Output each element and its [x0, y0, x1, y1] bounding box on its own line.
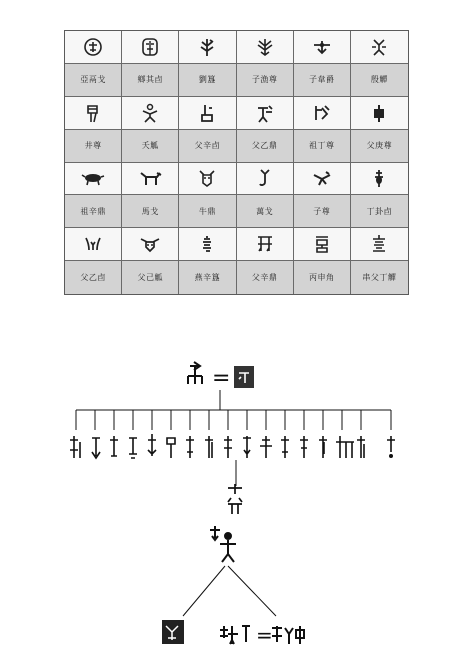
variant-glyph-icon [260, 436, 272, 458]
glyph-cell [179, 228, 236, 261]
label-cell: 串父丁觶 [351, 261, 408, 294]
variant-glyph-icon [336, 436, 354, 458]
glyph-cell [65, 163, 122, 196]
label-cell: 劉簋 [179, 64, 236, 97]
pitchfork-glyph-icon [188, 362, 202, 384]
label-cell: 丁卦卣 [351, 195, 408, 228]
dancer-glyph-icon [368, 36, 390, 58]
scorpion-glyph-icon [254, 167, 276, 189]
glyph-cell [122, 97, 179, 130]
glyph-cell [237, 31, 294, 64]
glyph-cell [351, 163, 408, 196]
label-cell: 父乙卣 [65, 261, 122, 294]
composite-glyph-icon [228, 484, 242, 514]
glyph-cell [65, 228, 122, 261]
label-cell: 殷觶 [351, 64, 408, 97]
glyph-cell [237, 163, 294, 196]
glyph-cell [65, 97, 122, 130]
variant-dot-icon [389, 454, 393, 458]
label-cell: 子漁尊 [237, 64, 294, 97]
variant-glyph-icon [148, 434, 156, 456]
variant-glyph-icon [205, 436, 213, 458]
split-lines [183, 566, 276, 616]
label-cell: 夭觚 [122, 130, 179, 163]
glyph-cell [65, 31, 122, 64]
variant-glyph-icon [186, 436, 194, 458]
mask-glyph-icon [138, 233, 162, 255]
glyph-cell [237, 228, 294, 261]
bottom-left-glyph-icon [220, 626, 250, 644]
variant-glyph-icon [243, 436, 251, 458]
glyph-cell [351, 228, 408, 261]
glyph-cell [122, 163, 179, 196]
label-cell: 父己觚 [122, 261, 179, 294]
glyph-cell [294, 228, 351, 261]
label-cell: 父辛卣 [179, 130, 236, 163]
glyph-cell [179, 163, 236, 196]
cover-glyph-icon [368, 233, 390, 255]
glyph-cell [294, 97, 351, 130]
glyph-cell [122, 31, 179, 64]
grain-glyph-icon [368, 167, 390, 189]
variant-glyph-icon [224, 436, 232, 458]
mask-glyph-icon [139, 36, 161, 58]
glyph-cell [122, 228, 179, 261]
variant-glyph-icon [129, 438, 137, 458]
variant-glyph-icon [300, 436, 308, 458]
variant-glyph-icon [167, 438, 175, 458]
glyph-evolution-diagram [0, 330, 455, 652]
horse-glyph-icon [137, 167, 163, 189]
label-cell: 祖丁尊 [294, 130, 351, 163]
variant-glyph-icon [110, 436, 118, 456]
variant-glyph-icon [319, 436, 327, 458]
variant-glyph-icon [281, 436, 289, 458]
label-cell: 燕辛簋 [179, 261, 236, 294]
emblem-glyph-icon [82, 36, 104, 58]
label-cell: 父乙鼎 [237, 130, 294, 163]
vessel-glyph-icon [196, 102, 218, 124]
glyph-cell [179, 31, 236, 64]
pig-glyph-icon [80, 167, 106, 189]
label-cell: 牛鼎 [179, 195, 236, 228]
tree-glyph-icon [311, 102, 333, 124]
inscription-table [64, 30, 409, 295]
label-cell: 丙申角 [294, 261, 351, 294]
variant-glyph-icon [357, 436, 365, 458]
branch-ticks [76, 410, 391, 430]
box-glyph-icon [368, 102, 390, 124]
glyph-cell [294, 163, 351, 196]
equals-sign: = [256, 623, 273, 647]
glyph-cell [351, 31, 408, 64]
tower-glyph-icon [311, 233, 333, 255]
bird-glyph-icon [311, 167, 333, 189]
label-cell: 父辛鼎 [237, 261, 294, 294]
label-cell: 馬戈 [122, 195, 179, 228]
coil-glyph-icon [196, 233, 218, 255]
diagram-canvas [0, 330, 455, 652]
ox-glyph-icon [196, 167, 218, 189]
label-cell: 鄉其卣 [122, 64, 179, 97]
human-figure-glyph-icon [210, 526, 236, 562]
wing-glyph-icon [82, 233, 104, 255]
variant-glyph-icon [70, 436, 80, 458]
variant-glyph-row [70, 434, 395, 458]
glyph-cell [294, 31, 351, 64]
tree-glyph-icon [254, 233, 276, 255]
label-cell: 亞鬲戈 [65, 64, 122, 97]
label-cell: 祖辛鼎 [65, 195, 122, 228]
equals-sign: = [212, 366, 231, 391]
glyph-cell [179, 97, 236, 130]
variant-glyph-icon [92, 438, 100, 458]
wing-glyph-icon [254, 36, 276, 58]
glyph-cell [351, 97, 408, 130]
hand-glyph-icon [82, 102, 104, 124]
label-cell: 父庚尊 [351, 130, 408, 163]
bottom-right-glyph-icon [272, 626, 304, 644]
crossbow-glyph-icon [311, 36, 333, 58]
figure-glyph-icon [139, 102, 161, 124]
black-seal-glyph-icon [234, 366, 254, 388]
glyph-cell [237, 97, 294, 130]
label-cell: 子韋爵 [294, 64, 351, 97]
variant-glyph-icon [387, 436, 395, 452]
label-cell: 子尊 [294, 195, 351, 228]
label-cell: 萬戈 [237, 195, 294, 228]
tree-glyph-icon [196, 36, 218, 58]
person-glyph-icon [254, 102, 276, 124]
label-cell: 井尊 [65, 130, 122, 163]
